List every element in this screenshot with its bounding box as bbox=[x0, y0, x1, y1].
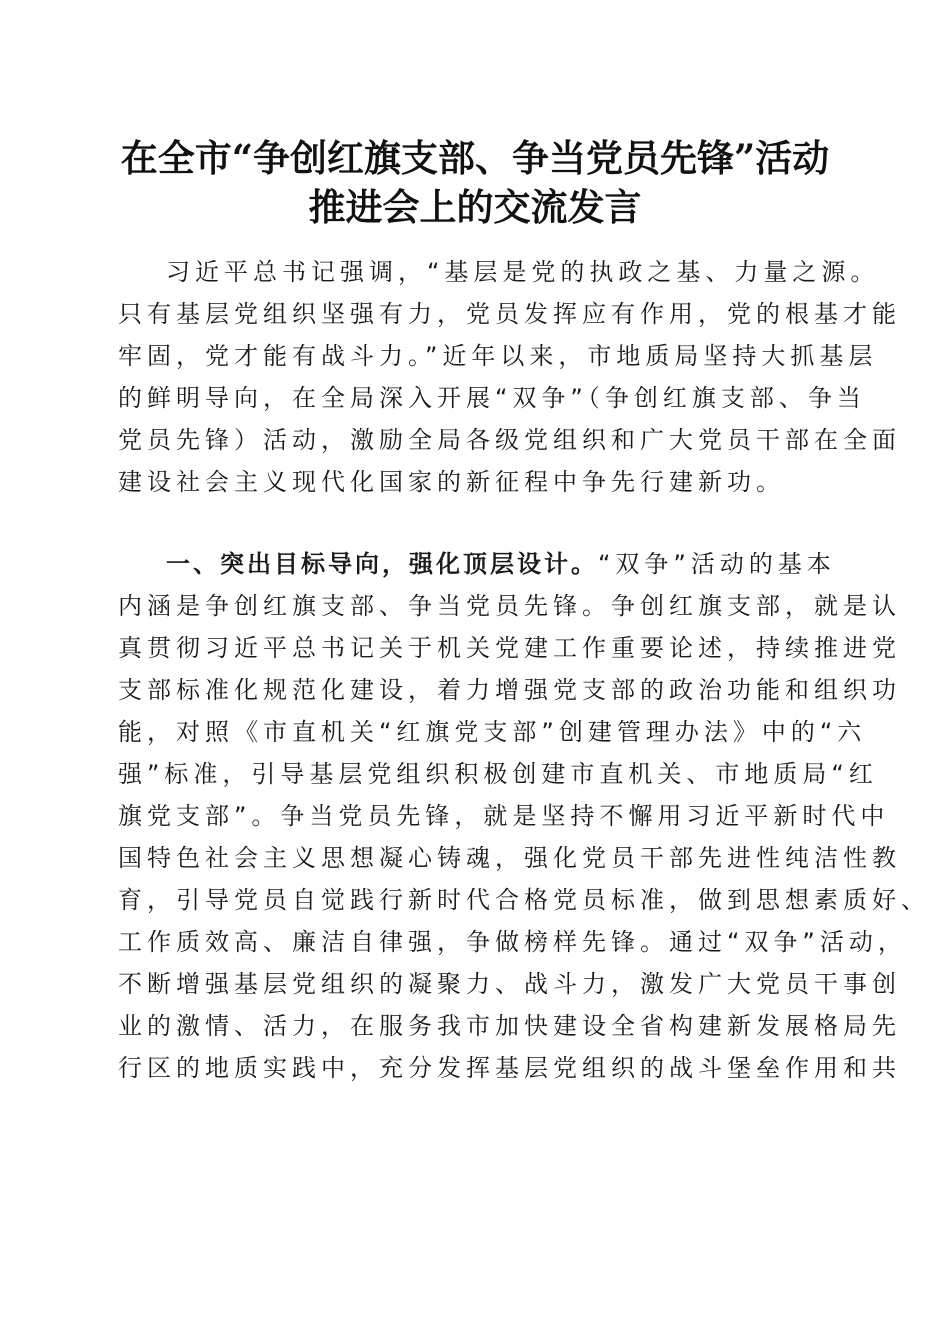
paragraph-1-line-3: 牢固，党才能有战斗力。”近年以来，市地质局坚持大抓基层 bbox=[118, 342, 878, 370]
document-title-line-1: 在全市“争创红旗支部、争当党员先锋”活动 bbox=[120, 136, 830, 180]
paragraph-2-line-7: 旗党支部”。争当党员先锋，就是坚持不懈用习近平新时代中 bbox=[118, 802, 890, 830]
paragraph-1-line-2: 只有基层党组织坚强有力，党员发挥应有作用，党的根基才能 bbox=[118, 300, 901, 328]
paragraph-1-line-5: 党员先锋）活动，激励全局各级党组织和广大党员干部在全面 bbox=[118, 426, 901, 454]
document-title-line-2: 推进会上的交流发言 bbox=[308, 185, 642, 229]
paragraph-2-line-11: 不断增强基层党组织的凝聚力、战斗力，激发广大党员干事创 bbox=[118, 970, 901, 998]
paragraph-2-line-10: 工作质效高、廉洁自律强，争做榜样先锋。通过“双争”活动， bbox=[118, 928, 907, 956]
paragraph-2-line-13: 行区的地质实践中，充分发挥基层党组织的战斗堡垒作用和共 bbox=[118, 1054, 901, 1082]
section-heading-1: 一、突出目标导向，强化顶层设计。 bbox=[166, 550, 598, 578]
paragraph-2-line-8: 国特色社会主义思想凝心铸魂，强化党员干部先进性纯洁性教 bbox=[118, 844, 901, 872]
paragraph-2-line-6: 强”标准，引导基层党组织积极创建市直机关、市地质局“红 bbox=[118, 760, 878, 788]
paragraph-2-line-2: 内涵是争创红旗支部、争当党员先锋。争创红旗支部，就是认 bbox=[118, 592, 901, 620]
paragraph-2-line-9: 育，引导党员自觉践行新时代合格党员标准，做到思想素质好、 bbox=[118, 886, 930, 914]
paragraph-1-line-4: 的鲜明导向，在全局深入开展“双争”（争创红旗支部、争当 bbox=[118, 384, 866, 412]
paragraph-1-line-6: 建设社会主义现代化国家的新征程中争先行建新功。 bbox=[118, 468, 785, 496]
paragraph-2-line-4: 支部标准化规范化建设，着力增强党支部的政治功能和组织功 bbox=[118, 676, 901, 704]
paragraph-2-line-12: 业的激情、活力，在服务我市加快建设全省构建新发展格局先 bbox=[118, 1012, 901, 1040]
paragraph-1-line-1: 习近平总书记强调，“基层是党的执政之基、力量之源。 bbox=[166, 258, 880, 286]
paragraph-2-line-1 bbox=[166, 543, 858, 585]
paragraph-2-line-5: 能，对照《市直机关“红旗党支部”创建管理办法》中的“六 bbox=[118, 718, 867, 746]
paragraph-2-line-1-rest: “双争”活动的基本 bbox=[598, 550, 836, 578]
paragraph-2-line-3: 真贯彻习近平总书记关于机关党建工作重要论述，持续推进党 bbox=[118, 634, 901, 662]
